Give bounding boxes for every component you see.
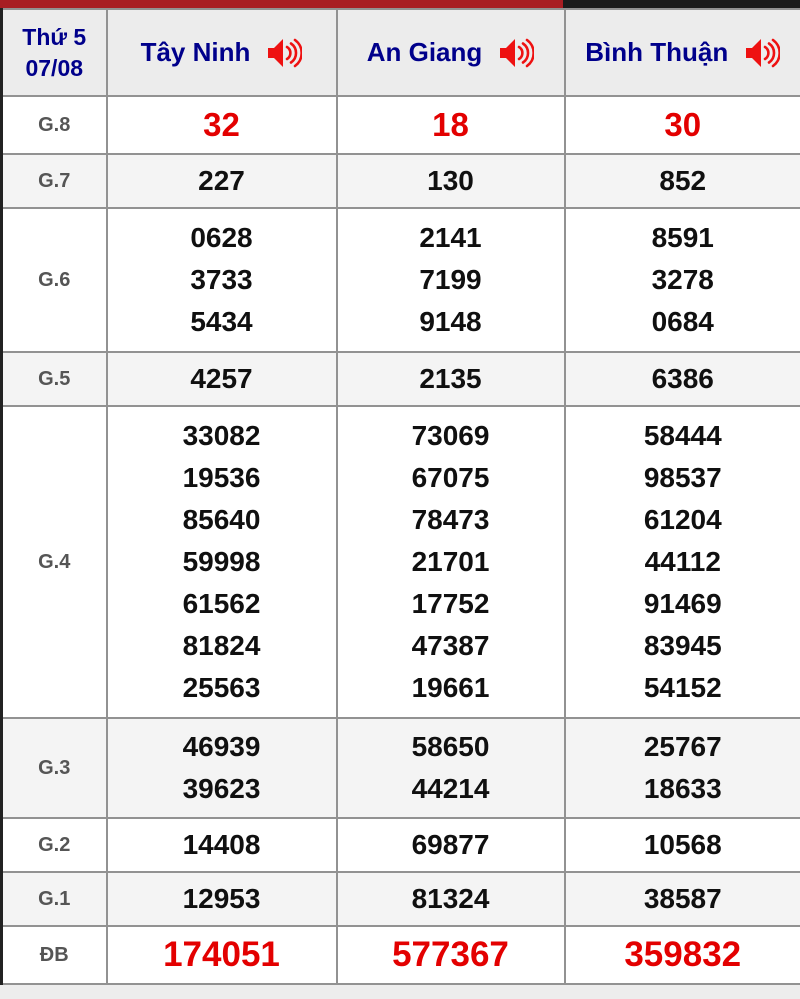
prize-cell [337,926,565,984]
prize-cell [107,154,337,208]
prize-cell [337,154,565,208]
prize-value: 577367 [338,932,564,978]
prize-label: G.8 [2,96,107,154]
date-label: 07/08 [3,53,106,84]
prize-value: 852 [566,160,800,202]
prize-cell [107,352,337,406]
prize-cell [107,926,337,984]
prize-cell [107,872,337,926]
prize-value: 3733 [108,259,336,301]
speaker-icon[interactable] [498,37,534,69]
prize-value: 38587 [566,878,800,920]
prize-row [2,208,800,352]
top-accent-red-segment [0,0,563,8]
weekday-label: Thứ 5 [3,22,106,53]
prize-value: 32 [108,102,336,148]
prize-cell [107,96,337,154]
prize-value: 81824 [108,625,336,667]
province-name[interactable]: Tây Ninh [141,37,251,68]
prize-label: G.3 [2,718,107,818]
prize-value: 19661 [338,667,564,709]
prize-label: G.1 [2,872,107,926]
prize-label: ĐB [2,926,107,984]
prize-cell [107,208,337,352]
prize-value: 30 [566,102,800,148]
prize-cell [565,818,800,872]
prize-value: 7199 [338,259,564,301]
prize-value: 25563 [108,667,336,709]
province-name[interactable]: An Giang [367,37,483,68]
province-header-inner [338,37,564,69]
prize-value: 58444 [566,415,800,457]
prize-cell [565,352,800,406]
province-header [565,9,800,96]
prize-row [2,872,800,926]
prize-label: G.6 [2,208,107,352]
prize-cell [565,208,800,352]
prize-value: 9148 [338,301,564,343]
prize-value: 227 [108,160,336,202]
prize-row [2,406,800,718]
prize-row [2,96,800,154]
prize-value: 98537 [566,457,800,499]
prize-value: 44214 [338,768,564,810]
prize-cell [337,96,565,154]
prize-value: 47387 [338,625,564,667]
prize-value: 18633 [566,768,800,810]
prize-cell [565,406,800,718]
prize-value: 59998 [108,541,336,583]
province-header [107,9,337,96]
prize-value: 46939 [108,726,336,768]
prize-cell [565,96,800,154]
prize-label: G.5 [2,352,107,406]
prize-cell [565,926,800,984]
prize-cell [337,352,565,406]
prize-cell [337,208,565,352]
prize-value: 85640 [108,499,336,541]
prize-value: 0628 [108,217,336,259]
province-header-inner [566,37,800,69]
prize-value: 18 [338,102,564,148]
prize-cell [565,872,800,926]
prize-value: 67075 [338,457,564,499]
date-cell [2,9,107,96]
prize-row [2,926,800,984]
prize-cell [107,818,337,872]
prize-row [2,818,800,872]
prize-value: 58650 [338,726,564,768]
lottery-results-table [0,8,800,985]
prize-value: 10568 [566,824,800,866]
prize-value: 25767 [566,726,800,768]
prize-value: 14408 [108,824,336,866]
prize-value: 61562 [108,583,336,625]
prize-value: 78473 [338,499,564,541]
top-accent-black-segment [563,0,800,8]
prize-row [2,352,800,406]
prize-value: 73069 [338,415,564,457]
prize-value: 2135 [338,358,564,400]
prize-value: 17752 [338,583,564,625]
prize-value: 33082 [108,415,336,457]
prize-value: 81324 [338,878,564,920]
speaker-icon[interactable] [744,37,780,69]
prize-value: 2141 [338,217,564,259]
prize-value: 44112 [566,541,800,583]
province-header [337,9,565,96]
prize-label: G.7 [2,154,107,208]
prize-value: 83945 [566,625,800,667]
prize-cell [565,718,800,818]
prize-value: 12953 [108,878,336,920]
prize-cell [337,872,565,926]
prize-value: 6386 [566,358,800,400]
prize-cell [337,406,565,718]
prize-value: 0684 [566,301,800,343]
prize-label: G.4 [2,406,107,718]
table-header-row [2,9,800,96]
province-name[interactable]: Bình Thuận [585,37,728,68]
prize-value: 130 [338,160,564,202]
prize-value: 54152 [566,667,800,709]
prize-cell [337,718,565,818]
prize-cell [107,406,337,718]
prize-value: 91469 [566,583,800,625]
prize-cell [107,718,337,818]
prize-row [2,154,800,208]
prize-value: 8591 [566,217,800,259]
prize-value: 21701 [338,541,564,583]
prize-value: 3278 [566,259,800,301]
province-header-inner [108,37,336,69]
footer-strip [0,985,800,999]
prize-value: 61204 [566,499,800,541]
speaker-icon[interactable] [266,37,302,69]
prize-cell [337,818,565,872]
prize-value: 359832 [566,932,800,978]
prize-row [2,718,800,818]
top-accent-bar [0,0,800,8]
prize-value: 4257 [108,358,336,400]
prize-value: 39623 [108,768,336,810]
prize-value: 174051 [108,932,336,978]
prize-cell [565,154,800,208]
prize-value: 69877 [338,824,564,866]
prize-value: 19536 [108,457,336,499]
prize-label: G.2 [2,818,107,872]
prize-value: 5434 [108,301,336,343]
